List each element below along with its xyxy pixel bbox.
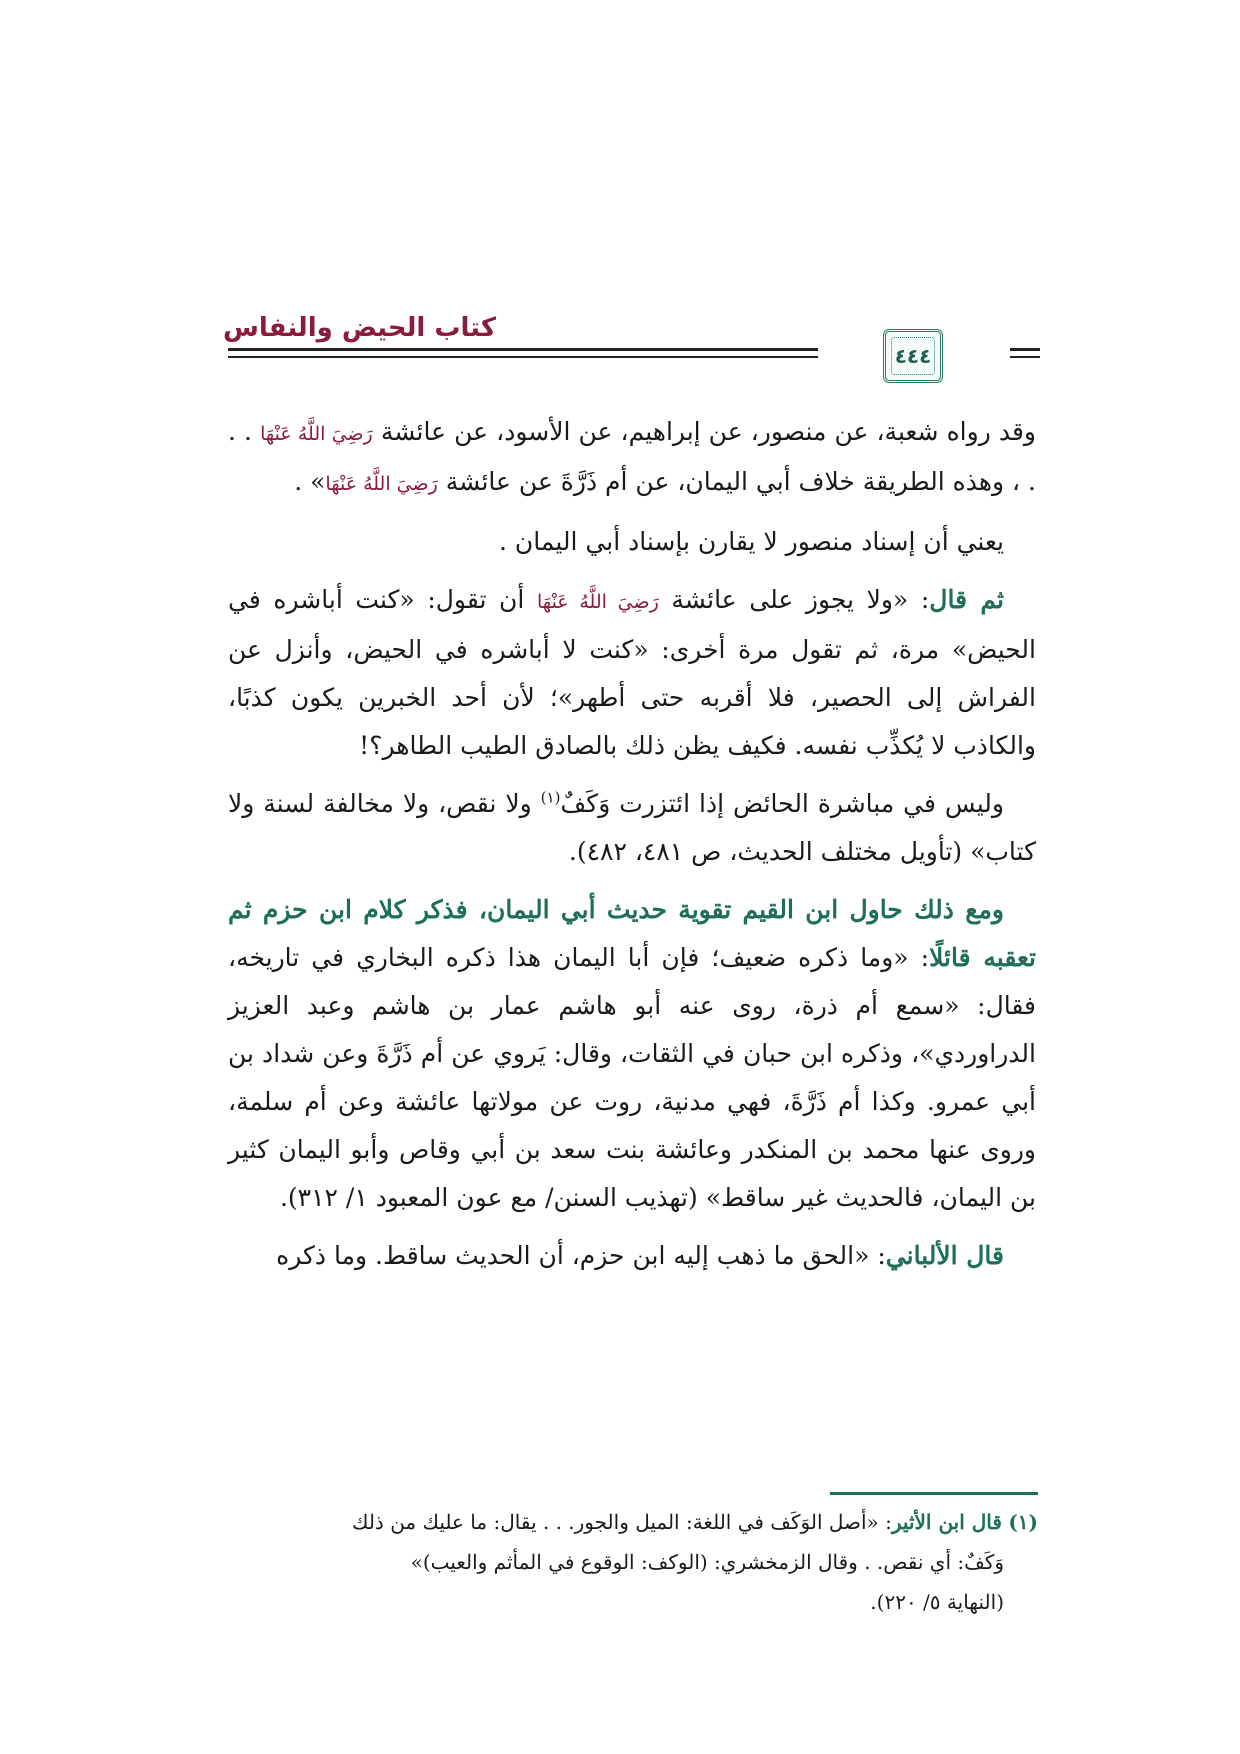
paragraph bbox=[228, 780, 1036, 876]
paragraph-text: : «وما ذكره ضعيف؛ فإن أبا اليمان هذا ذكره البخاري في تاريخه، فقال: «سمع أم ذرة، روى عنه أبو هاشم عمار بن هاشم وعبد العزيز الدراوردي»، وذكره ابن حبان في الثقات، وقال: يَروي عن أم ذَرَّةَ وعن شداد بن أبي عمرو. وكذا أم ذَرَّةَ، فهي مدنية، روت عن مولاتها عائشة وعن أم سلمة، وروى عنها محمد بن المنكدر وعائشة بنت سعد بن أبي وقاص وأبو اليمان كثير بن اليمان، فالحديث غير ساقط» (تهذيب السنن/ مع عون المعبود ١/ ٣١٢). bbox=[228, 943, 1036, 1212]
paragraph-text: » . bbox=[294, 467, 326, 496]
honorific-glyph: رَضِيَ اللَّهُ عَنْهَا bbox=[260, 423, 373, 445]
paragraph-text: : «ولا يجوز على عائشة bbox=[671, 585, 930, 614]
speaker-label: قال الألباني bbox=[885, 1241, 1004, 1270]
footnote-line bbox=[228, 1502, 1038, 1542]
footnote-text: : «أصل الوَكَف في اللغة: الميل والجور. . . يقال: ما عليك من ذلك bbox=[351, 1510, 892, 1534]
paragraph bbox=[228, 1232, 1036, 1280]
honorific-glyph: رَضِيَ اللَّهُ عَنْهَا bbox=[537, 591, 659, 613]
header-rule bbox=[228, 348, 818, 351]
footnote-ref[interactable]: (١) bbox=[540, 788, 561, 807]
paragraph bbox=[228, 576, 1036, 770]
section-heading: ومع ذلك حاول ابن القيم تقوية حديث أبي اليمان، فذكر كلام ابن حزم ثم تعقبه قائلًا bbox=[228, 895, 1036, 972]
footnote-marker: (١) bbox=[1008, 1510, 1038, 1534]
footnote-rule bbox=[830, 1492, 1038, 1495]
paragraph: يعني أن إسناد منصور لا يقارن بإسناد أبي اليمان . bbox=[499, 527, 1004, 556]
footnote-line: (النهاية ٥/ ٢٢٠). bbox=[870, 1590, 1004, 1614]
paragraph-text: ولا نقص، ولا مخالفة لسنة ولا كتاب» (تأويل مختلف الحديث، ص ٤٨١، ٤٨٢). bbox=[228, 789, 1036, 866]
header-rule bbox=[228, 356, 818, 358]
paragraph-text: أن تقول: «كنت أباشره في الحيض» مرة، ثم تقول مرة أخرى: «كنت لا أباشره في الحيض، وأنزل عن الفراش إلى الحصير، فلا أقربه حتى أطهر»؛ لأن أحد الخبرين يكون كذبًا، والكاذب لا يُكذِّب نفسه. فكيف يظن ذلك بالصادق الطيب الطاهر؟! bbox=[228, 585, 1036, 760]
page-number: ٤٤٤ bbox=[894, 344, 932, 368]
paragraph-text: وليس في مباشرة الحائض إذا ائتزرت وَكَفٌ bbox=[560, 789, 1004, 818]
body-text bbox=[228, 408, 1036, 1290]
footnote-label: قال ابن الأثير bbox=[891, 1510, 1002, 1534]
honorific-glyph: رَضِيَ اللَّهُ عَنْهَا bbox=[325, 473, 438, 495]
page-number-badge bbox=[883, 329, 943, 383]
paragraph bbox=[228, 408, 1036, 508]
header-rule bbox=[1010, 348, 1040, 351]
paragraph-text: . . . ، وهذه الطريقة خلاف أبي اليمان، عن أم ذَرَّةَ عن عائشة bbox=[228, 417, 1036, 496]
running-header-title: كتاب الحيض والنفاس bbox=[222, 313, 496, 343]
paragraph bbox=[228, 886, 1036, 1222]
paragraph-text: : «الحق ما ذهب إليه ابن حزم، أن الحديث ساقط. وما ذكره bbox=[276, 1241, 886, 1270]
footnote-line: وَكَفٌ: أي نقص. . وقال الزمخشري: (الوكف: الوقوع في المأثم والعيب)» bbox=[410, 1550, 1004, 1574]
paragraph-text: وقد رواه شعبة، عن منصور، عن إبراهيم، عن الأسود، عن عائشة bbox=[380, 417, 1037, 446]
speaker-label: ثم قال bbox=[929, 585, 1004, 614]
footnote bbox=[228, 1502, 1038, 1622]
header-rule bbox=[1010, 356, 1040, 358]
